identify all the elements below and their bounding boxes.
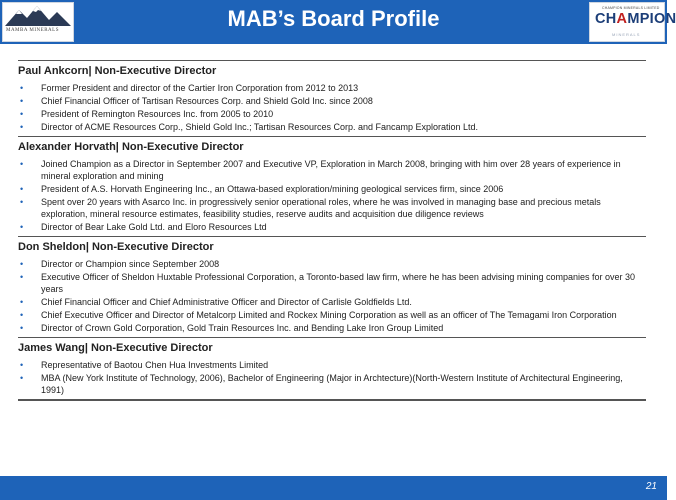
profile-section xyxy=(18,236,646,334)
bullet-icon: • xyxy=(20,184,24,194)
bullet-icon: • xyxy=(20,323,24,333)
bullet-text: MBA (New York Institute of Technology, 2006), Bachelor of Engineering (Major in Archtecture)(North-Western Institute of Architectural Engineering, 1991) xyxy=(41,373,623,395)
list-item xyxy=(18,322,646,334)
bullet-text: President of Remington Resources Inc. from 2005 to 2010 xyxy=(41,109,274,119)
bullet-icon: • xyxy=(20,272,24,282)
list-item xyxy=(18,296,646,308)
bullet-icon: • xyxy=(20,96,24,106)
page-number: 21 xyxy=(645,481,657,492)
section-heading: James Wang| Non-Executive Director xyxy=(18,342,213,354)
list-item xyxy=(18,271,646,295)
list-item xyxy=(18,372,646,396)
bullet-list xyxy=(18,82,646,133)
left-logo-text: MAMBA MINERALS xyxy=(6,28,59,33)
closing-divider xyxy=(18,399,646,401)
bullet-text: Director of Crown Gold Corporation, Gold Train Resources Inc. and Bending Lake Iron Group Limited xyxy=(41,323,444,333)
list-item xyxy=(18,158,646,182)
section-heading: Alexander Horvath| Non-Executive Director xyxy=(18,141,244,153)
list-item xyxy=(18,121,646,133)
bullet-text: Chief Financial Officer of Tartisan Resources Corp. and Shield Gold Inc. since 2008 xyxy=(41,96,373,106)
bullet-icon: • xyxy=(20,310,24,320)
wordmark-a-glyph: A xyxy=(616,11,628,27)
bullet-icon: • xyxy=(20,122,24,132)
wordmark-part-b: MPION xyxy=(627,11,676,27)
champion-logo xyxy=(589,2,676,42)
bullet-icon: • xyxy=(20,222,24,232)
bullet-icon: • xyxy=(20,297,24,307)
bullet-text: Director of Bear Lake Gold Ltd. and Eloro Resources Ltd xyxy=(41,222,267,232)
champion-wordmark xyxy=(595,11,676,27)
list-item xyxy=(18,196,646,220)
footer-bar xyxy=(0,476,667,500)
bullet-icon: • xyxy=(20,197,24,207)
champion-subtext: MINERALS xyxy=(612,32,641,37)
bullet-text: Chief Financial Officer and Chief Administrative Officer and Director of Carlisle Goldfields Ltd. xyxy=(41,297,412,307)
profile-section xyxy=(18,60,646,133)
list-item xyxy=(18,221,646,233)
bullet-text: Director or Champion since September 2008 xyxy=(41,259,220,269)
list-item xyxy=(18,359,646,371)
bullet-icon: • xyxy=(20,360,24,370)
bullet-text: Former President and director of the Cartier Iron Corporation from 2012 to 2013 xyxy=(41,83,359,93)
profile-section xyxy=(18,337,646,396)
wordmark-part-a: CH xyxy=(595,11,617,27)
bullet-text: Spent over 20 years with Asarco Inc. in progressively senior operational roles, where he was involved in managing base and precious metals exploration, mineral resource estimates, feasibility studies, reserve audits and acquisition due diligence reviews xyxy=(41,197,601,219)
bullet-icon: • xyxy=(20,259,24,269)
page-title: MAB’s Board Profile xyxy=(227,6,440,31)
list-item xyxy=(18,108,646,120)
bullet-text: Chief Executive Officer and Director of Metalcorp Limited and Rockex Mining Corporation as well as an officer of The Temagami Iron Corporation xyxy=(41,310,617,320)
bullet-list xyxy=(18,258,646,334)
list-item xyxy=(18,258,646,270)
list-item xyxy=(18,309,646,321)
list-item xyxy=(18,95,646,107)
section-heading: Don Sheldon| Non-Executive Director xyxy=(18,241,214,253)
board-profile-content xyxy=(18,60,646,401)
bullet-icon: • xyxy=(20,373,24,383)
header-bar xyxy=(0,0,676,44)
champion-tagline: CHAMPION MINERALS LIMITED xyxy=(602,6,660,10)
bullet-text: Representative of Baotou Chen Hua Investments Limited xyxy=(41,360,269,370)
bullet-list xyxy=(18,158,646,233)
bullet-icon: • xyxy=(20,109,24,119)
bullet-text: Joined Champion as a Director in September 2007 and Executive VP, Exploration in March 2008, bringing with him over 28 years of experience in mineral exploration and mining xyxy=(41,159,621,181)
bullet-text: President of A.S. Horvath Engineering Inc., an Ottawa-based exploration/mining geological services firm, since 2006 xyxy=(41,184,504,194)
bullet-text: Executive Officer of Sheldon Huxtable Professional Corporation, a Toronto-based law firm, where he has been advising mining companies for over 30 years xyxy=(41,272,635,294)
section-heading: Paul Ankcorn| Non-Executive Director xyxy=(18,65,217,77)
bullet-list xyxy=(18,359,646,396)
profile-section xyxy=(18,136,646,233)
bullet-text: Director of ACME Resources Corp., Shield Gold Inc.; Tartisan Resources Corp. and Fancamp Exploration Ltd. xyxy=(41,122,479,132)
list-item xyxy=(18,82,646,94)
bullet-icon: • xyxy=(20,83,24,93)
list-item xyxy=(18,183,646,195)
bullet-icon: • xyxy=(20,159,24,169)
